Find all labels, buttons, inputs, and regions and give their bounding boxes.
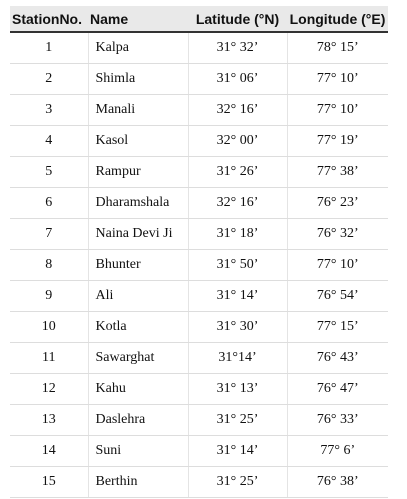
station-name-cell: Shimla [88, 64, 188, 95]
table-row [10, 281, 388, 312]
station-name-cell: Ali [88, 281, 188, 312]
header-latitude: Latitude (°N) [188, 6, 287, 32]
longitude-cell: 78° 15’ [287, 32, 388, 64]
station-number-cell: 10 [10, 312, 88, 343]
table-row [10, 157, 388, 188]
station-number-cell: 8 [10, 250, 88, 281]
station-number-cell: 1 [10, 32, 88, 64]
table-row [10, 188, 388, 219]
station-name-cell: Rampur [88, 157, 188, 188]
table-row [10, 32, 388, 64]
longitude-cell: 77° 10’ [287, 95, 388, 126]
longitude-cell: 77° 10’ [287, 64, 388, 95]
latitude-cell: 32° 16’ [188, 188, 287, 219]
table-row [10, 64, 388, 95]
station-number-cell: 14 [10, 436, 88, 467]
station-name-cell: Suni [88, 436, 188, 467]
table-body [10, 32, 388, 498]
station-name-cell: Berthin [88, 467, 188, 498]
longitude-cell: 77° 38’ [287, 157, 388, 188]
station-name-cell: Kasol [88, 126, 188, 157]
station-name-cell: Kotla [88, 312, 188, 343]
table-row [10, 95, 388, 126]
longitude-cell: 76° 23’ [287, 188, 388, 219]
station-number-cell: 13 [10, 405, 88, 436]
table-row [10, 126, 388, 157]
station-name-cell: Kahu [88, 374, 188, 405]
table-row [10, 219, 388, 250]
latitude-cell: 31° 25’ [188, 467, 287, 498]
table-header-row [10, 6, 388, 32]
latitude-cell: 31°14’ [188, 343, 287, 374]
station-number-cell: 12 [10, 374, 88, 405]
station-number-cell: 7 [10, 219, 88, 250]
station-name-cell: Kalpa [88, 32, 188, 64]
longitude-cell: 76° 54’ [287, 281, 388, 312]
longitude-cell: 76° 33’ [287, 405, 388, 436]
latitude-cell: 31° 26’ [188, 157, 287, 188]
station-number-cell: 2 [10, 64, 88, 95]
station-number-cell: 5 [10, 157, 88, 188]
station-number-cell: 9 [10, 281, 88, 312]
station-name-cell: Bhunter [88, 250, 188, 281]
longitude-cell: 77° 10’ [287, 250, 388, 281]
latitude-cell: 32° 16’ [188, 95, 287, 126]
table-row [10, 467, 388, 498]
station-table-container [10, 6, 388, 498]
station-number-cell: 3 [10, 95, 88, 126]
latitude-cell: 31° 50’ [188, 250, 287, 281]
table-row [10, 343, 388, 374]
latitude-cell: 31° 30’ [188, 312, 287, 343]
latitude-cell: 31° 25’ [188, 405, 287, 436]
station-number-cell: 11 [10, 343, 88, 374]
latitude-cell: 31° 14’ [188, 281, 287, 312]
station-number-cell: 4 [10, 126, 88, 157]
station-name-cell: Sawarghat [88, 343, 188, 374]
table-row [10, 250, 388, 281]
latitude-cell: 31° 32’ [188, 32, 287, 64]
station-name-cell: Manali [88, 95, 188, 126]
latitude-cell: 32° 00’ [188, 126, 287, 157]
longitude-cell: 76° 38’ [287, 467, 388, 498]
longitude-cell: 76° 32’ [287, 219, 388, 250]
table-row [10, 405, 388, 436]
header-name: Name [88, 6, 188, 32]
station-name-cell: Dharamshala [88, 188, 188, 219]
header-longitude: Longitude (°E) [287, 6, 388, 32]
station-number-cell: 15 [10, 467, 88, 498]
table-row [10, 374, 388, 405]
latitude-cell: 31° 14’ [188, 436, 287, 467]
station-coordinates-table [10, 6, 388, 498]
header-station-no: StationNo. [10, 6, 88, 32]
longitude-cell: 77° 15’ [287, 312, 388, 343]
station-name-cell: Daslehra [88, 405, 188, 436]
longitude-cell: 76° 43’ [287, 343, 388, 374]
longitude-cell: 77° 6’ [287, 436, 388, 467]
latitude-cell: 31° 13’ [188, 374, 287, 405]
table-row [10, 436, 388, 467]
longitude-cell: 76° 47’ [287, 374, 388, 405]
station-number-cell: 6 [10, 188, 88, 219]
latitude-cell: 31° 06’ [188, 64, 287, 95]
longitude-cell: 77° 19’ [287, 126, 388, 157]
table-row [10, 312, 388, 343]
latitude-cell: 31° 18’ [188, 219, 287, 250]
station-name-cell: Naina Devi Ji [88, 219, 188, 250]
